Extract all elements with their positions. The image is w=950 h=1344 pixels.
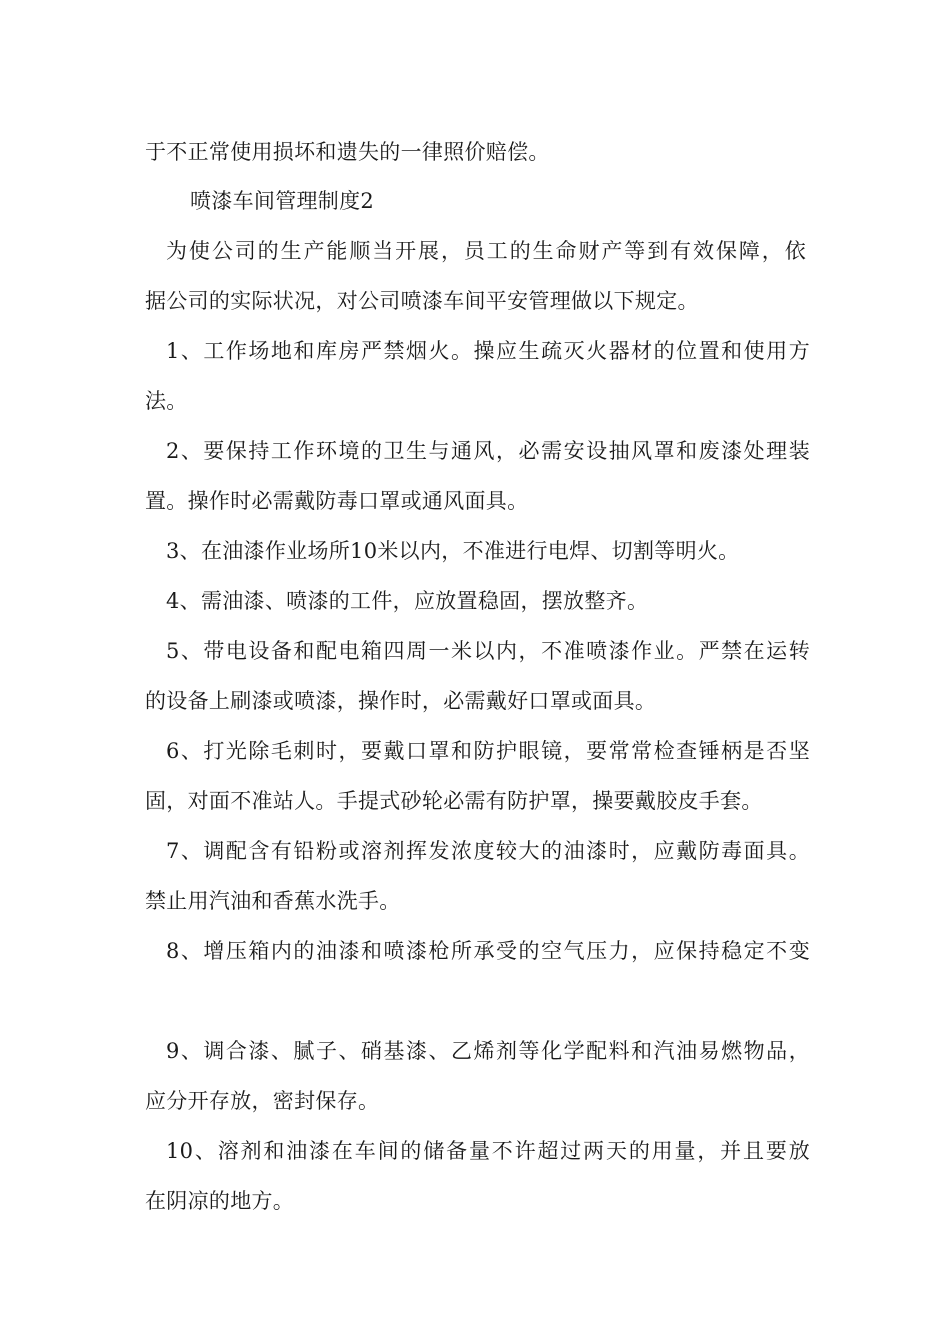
rule-5-line-1: 5、带电设备和配电箱四周一米以内，不准喷漆作业。严禁在运转 — [166, 639, 810, 663]
rule-2-line-2: 置。操作时必需戴防毒口罩或通风面具。 — [145, 489, 529, 513]
section-heading: 喷漆车间管理制度2 — [190, 189, 375, 213]
rule-7-line-2: 禁止用汽油和香蕉水洗手。 — [145, 889, 401, 913]
intro-paragraph-line-2: 据公司的实际状况，对公司喷漆车间平安管理做以下规定。 — [145, 289, 699, 313]
text-line-1: 于不正常使用损坏和遗失的一律照价赔偿。 — [145, 140, 550, 164]
rule-3: 3、在油漆作业场所10米以内，不准进行电焊、切割等明火。 — [166, 539, 740, 563]
rule-1-line-1: 1、工作场地和库房严禁烟火。操应生疏灭火器材的位置和使用方 — [166, 339, 810, 363]
rule-9-line-1: 9、调合漆、腻子、硝基漆、乙烯剂等化学配料和汽油易燃物品， — [166, 1039, 810, 1063]
rule-7-line-1: 7、调配含有铅粉或溶剂挥发浓度较大的油漆时，应戴防毒面具。 — [166, 839, 810, 863]
rule-4: 4、需油漆、喷漆的工件，应放置稳固，摆放整齐。 — [166, 589, 649, 613]
rule-2-line-1: 2、要保持工作环境的卫生与通风，必需安设抽风罩和废漆处理装 — [166, 439, 810, 463]
rule-9-line-2: 应分开存放，密封保存。 — [145, 1089, 380, 1113]
rule-10-line-2: 在阴凉的地方。 — [145, 1189, 295, 1213]
rule-1-line-2: 法。 — [145, 389, 188, 413]
rule-5-line-2: 的设备上刷漆或喷漆，操作时，必需戴好口罩或面具。 — [145, 689, 657, 713]
rule-10-line-1: 10、溶剂和油漆在车间的储备量不许超过两天的用量，并且要放 — [166, 1139, 810, 1163]
rule-8: 8、增压箱内的油漆和喷漆枪所承受的空气压力，应保持稳定不变 — [166, 939, 810, 963]
rule-6-line-1: 6、打光除毛刺时，要戴口罩和防护眼镜，要常常检查锤柄是否坚 — [166, 739, 810, 763]
rule-6-line-2: 固，对面不准站人。手提式砂轮必需有防护罩，操要戴胶皮手套。 — [145, 789, 763, 813]
intro-paragraph-line-1: 为使公司的生产能顺当开展，员工的生命财产等到有效保障，依 — [166, 239, 806, 263]
